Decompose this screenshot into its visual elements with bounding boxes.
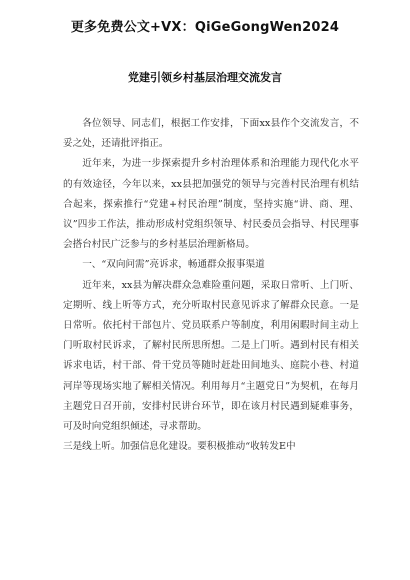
document-body [63,114,359,457]
promo-header: 更多免费公文+VX：QiGeGongWen2024 [70,20,340,35]
paragraph-online-listening: 三是线上听。加强信息化建设。要积极推动“收转发E中 [63,441,296,453]
section-heading-1: 一、“双向问需”亮诉求，畅通群众报事渠道 [82,259,265,271]
paragraph-intro: 近年来，为进一步探索提升乡村治理体系和治理能力现代化水平的有效途径，今年以来，xx县把加强党的领导与完善村民治理有机结合起来，探索推行“党建+村民治理”制度，坚持实施“讲、商、理、议”四步工作法，推动形成村党组织领导、村民委员会指导、村民理事会搭台村民广泛参与的乡村基层治理新格局。 [63,158,359,251]
document-title: 党建引领乡村基层治理交流发言 [128,71,282,84]
paragraph-greeting: 各位领导、同志们，根据工作安排，下面xx县作个交流发言，不妥之处，还请批评指正。 [63,118,359,150]
paragraph-section-1: 近年来，xx县为解决群众急难险重问题，采取日常听、上门听、定期听、线上听等方式，充分听取村民意见诉求了解群众民意。一是日常听。依托村干部包片、党员联系户等制度，利用闲暇时间主动上门听取村民诉求，了解村民所思所想。二是上门听。遇到村民有相关诉求电话，村干部、骨干党员等随时赶赴田间地头、庭院小巷、村道河岸等现场实地了解相关情况。利用每月“主题党日”为契机，在每月主题党日召开前，安排村民讲台环节，即在该月村民遇到疑难事务，可及时向党组织倾述，寻求帮助。 [63,279,359,433]
